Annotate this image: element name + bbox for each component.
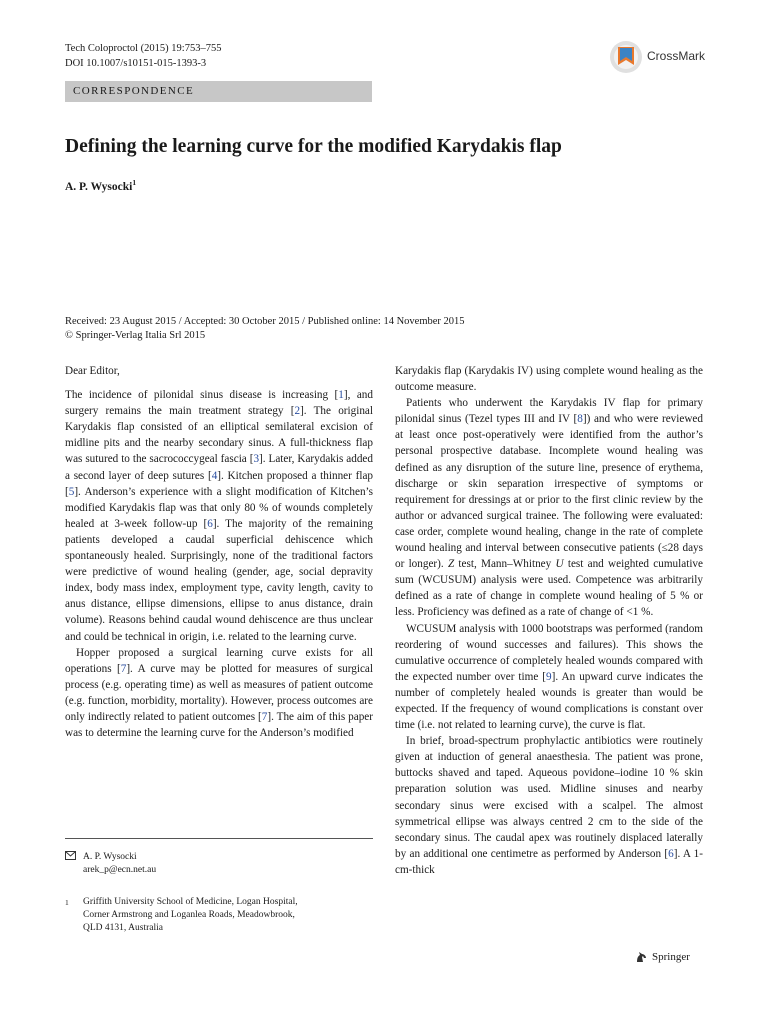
paragraph-1: The incidence of pilonidal sinus disease is increasing [1], and surgery remains the main treatment strategy [2]. The original Karydakis flap consisted of an elliptical semilateral excision of midline pits and the nearby secondary sinus. A full-thickness flap was sutured to the sacrococcygeal fascia [3]. Later, Karydakis added a second layer of deep sutures [4]. Kitchen proposed a thinner flap [5]. Anderson’s experience with a slight modification of Kitchen’s modified Karydakis flap was that only 80 % of wounds completely healed at 3-week follow-up [6]. The majority of the remaining patients developed a caudal superficial dehiscence which spontaneously healed. Surprisingly, none of the traditional factors were predictive of wound healing (gender, age, social depravity index, body mass index, employment type, cavity length, cavity to anus distance, ellipse dimensions, ellipse to anus distance, drain volume). Reasons behind caudal wound dehiscence are thus unclear and could be technical in origin, i.e. related to the learning curve. [65, 389, 374, 643]
paragraph-2: Hopper proposed a surgical learning curve exists for all operations [7]. A curve may be plotted for measures of surgical process (e.g. operating time) as well as measures of patient outcome (e.g. function, morbidity, mortality). However, process outcomes are only indirectly related to patient outcomes [7]. The aim of this paper was to determine the learning curve for the Anderson’s modified [65, 646, 374, 740]
contact-email[interactable]: arek_p@ecn.net.au [83, 865, 157, 875]
footnotes [65, 851, 373, 935]
springer-horse-icon [634, 950, 648, 964]
paragraph-continued: Karydakis flap (Karydakis IV) using complete wound healing as the outcome measure. [395, 365, 703, 394]
citation-link[interactable]: 7 [261, 710, 268, 723]
paragraph-wcusum: WCUSUM analysis with 1000 bootstraps was performed (random reordering of wound successes and failures). This shows the cumulative occurrence of completely healed wounds compared with the expected number over time [9]. An upward curve indicates the number of completely healed wounds is greater than would be expected. If the frequency of wound complications is constant over time (i.e. not related to learning curve), the curve is flat. [395, 622, 703, 732]
citation-link[interactable]: 4 [211, 469, 218, 482]
article-title: Defining the learning curve for the modified Karydakis flap [65, 136, 562, 157]
article-dates [65, 315, 465, 343]
author-affiliation-marker[interactable]: 1 [132, 178, 137, 187]
envelope-icon [65, 851, 76, 865]
copyright: © Springer-Verlag Italia Srl 2015 [65, 330, 206, 341]
affiliation [65, 896, 373, 935]
left-column [65, 363, 373, 741]
affiliation-number: 1 [65, 898, 69, 907]
correspondence-contact [65, 851, 373, 877]
doi[interactable]: DOI 10.1007/s10151-015-1393-3 [65, 58, 207, 69]
journal-citation: Tech Coloproctol (2015) 19:753–755 [65, 43, 222, 54]
citation-link[interactable]: 7 [120, 662, 127, 675]
publisher-logo[interactable] [634, 950, 690, 964]
journal-meta [65, 41, 221, 71]
citation-link[interactable]: 9 [546, 670, 552, 683]
citation-link[interactable]: 6 [668, 847, 674, 860]
footnote-divider [65, 838, 373, 839]
affiliation-line: QLD 4131, Australia [83, 923, 163, 933]
crossmark-label: CrossMark [647, 49, 706, 63]
citation-link[interactable]: 2 [294, 405, 301, 418]
author-line [65, 178, 136, 193]
affiliation-line: Griffith University School of Medicine, Logan Hospital, [83, 897, 298, 907]
right-column [395, 363, 703, 878]
publisher-name: Springer [652, 951, 690, 963]
author-name: A. P. Wysocki [65, 180, 133, 193]
greeting: Dear Editor, [65, 365, 120, 377]
citation-link[interactable]: 6 [207, 517, 213, 530]
paragraph-methods: Patients who underwent the Karydakis IV flap for primary pilonidal sinus (Tezel types III and IV [8]) and who were reviewed at least once post-operatively were identified from the author’s personal prospective database. Incomplete wound healing was defined as any disruption of the suture line, presence of erythema, discharge or skin separation irrespective of symptoms or requirement for dressings at or prior to the first clinic review by the author or advanced surgical trainee. The following were evaluated: case order, complete wound healing, change in the rate of complete wound healing and interval between consecutive patients (≤28 days or longer). Z test, Mann–Whitney U test and weighted cumulative sum (WCUSUM) analysis were used. Competence was arbitrarily defined as a rate of change in complete wound healing of 5 % or less. Proficiency was defined as a rate of change of <1 %. [395, 397, 703, 619]
citation-link[interactable]: 5 [68, 485, 75, 498]
citation-link[interactable]: 1 [338, 389, 344, 402]
citation-link[interactable]: 8 [577, 413, 583, 426]
history-dates: Received: 23 August 2015 / Accepted: 30 October 2015 / Published online: 14 November 2015 [65, 316, 465, 327]
section-label: CORRESPONDENCE [65, 81, 372, 102]
crossmark-badge[interactable] [609, 39, 709, 75]
crossmark-icon [609, 39, 643, 75]
contact-name: A. P. Wysocki [83, 852, 137, 862]
paragraph-procedure: In brief, broad-spectrum prophylactic antibiotics were routinely given at induction of general anaesthesia. The patient was prone, buttocks shaved and taped. Aqueous povidone–iodine 10 % skin preparation solution was used. Midline sinuses and nearby secondary sinus were excised with a scalpel. The almost symmetrical ellipse was always centred 2 cm to the side of the secondary sinus. The caudal apex was routinely displaced laterally by an additional one centimetre as performed by Anderson [6]. A 1-cm-thick [395, 735, 703, 876]
affiliation-line: Corner Armstrong and Loganlea Roads, Meadowbrook, [83, 910, 295, 920]
citation-link[interactable]: 3 [253, 453, 260, 466]
